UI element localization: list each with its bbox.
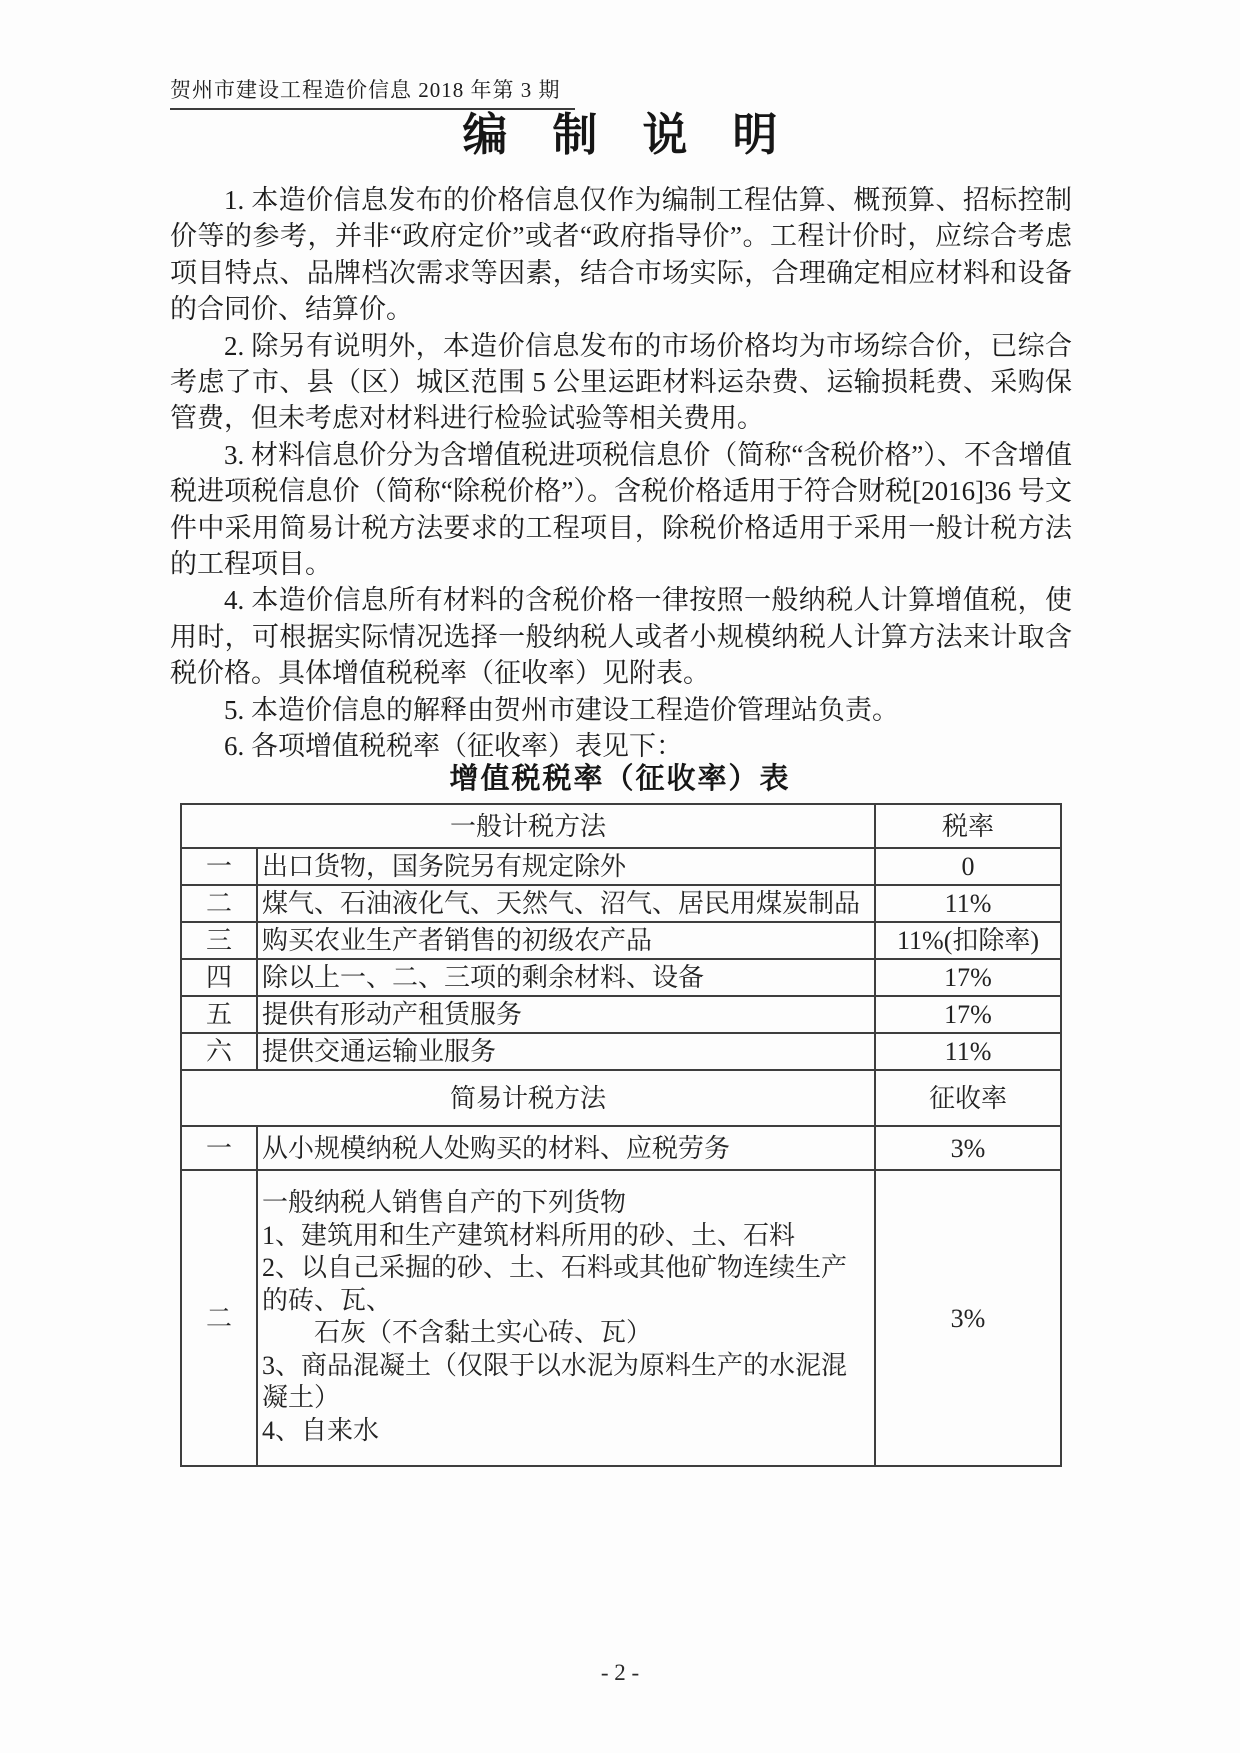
rate-header: 税率 [875,804,1061,848]
row-description: 煤气、石油液化气、天然气、沼气、居民用煤炭制品 [257,885,875,922]
description-line: 2、以自己采掘的砂、土、石料或其他矿物连续生产的砖、瓦、 [262,1253,848,1315]
table-row [181,1126,1061,1170]
table-title: 增值税税率（征收率）表 [449,763,791,795]
row-rate: 17% [875,959,1061,996]
header-text: 贺州市建设工程造价信息 2018 年第 3 期 [170,74,575,110]
table-row [181,922,1061,959]
paragraph-5: 5. 本造价信息的解释由贺州市建设工程造价管理站负责。 [224,694,899,725]
row-rate: 3% [875,1170,1061,1466]
row-description [257,1170,875,1466]
body-paragraphs [170,182,1072,765]
row-description: 购买农业生产者销售的初级农产品 [257,922,875,959]
row-number: 一 [181,848,257,885]
levy-rate-header: 征收率 [875,1070,1061,1126]
table-row [181,885,1061,922]
row-description: 出口货物，国务院另有规定除外 [257,848,875,885]
row-rate: 17% [875,996,1061,1033]
row-rate: 11% [875,885,1061,922]
row-description: 提供交通运输业服务 [257,1033,875,1070]
row-number: 六 [181,1033,257,1070]
table-row [181,959,1061,996]
row-number: 一 [181,1126,257,1170]
table-row [181,1033,1061,1070]
table-row [181,1170,1061,1466]
page-title: 编 制 说 明 [462,110,778,160]
paragraph-4: 4. 本造价信息所有材料的含税价格一律按照一般纳税人计算增值税，使用时，可根据实际情况选择一般纳税人或者小规模纳税人计算方法来计取含税价格。具体增值税税率（征收率）见附表。 [170,585,1072,689]
paragraph-6: 6. 各项增值税税率（征收率）表见下： [224,731,683,762]
page-number: - 2 - [600,1660,640,1685]
row-rate: 0 [875,848,1061,885]
row-rate: 11% [875,1033,1061,1070]
vat-rate-table [180,803,1062,1467]
table-row [181,996,1061,1033]
description-line: 石灰（不含黏土实心砖、瓦） [314,1318,653,1347]
row-number: 五 [181,996,257,1033]
paragraph-2: 2. 除另有说明外，本造价信息发布的市场价格均为市场综合价，已综合考虑了市、县（区）城区范围 5 公里运距材料运杂费、运输损耗费、采购保管费，但未考虑对材料进行检验试验等相关费用。 [170,330,1072,434]
row-number: 二 [181,885,257,922]
row-number: 三 [181,922,257,959]
row-rate: 11%(扣除率) [875,922,1061,959]
row-number: 二 [181,1170,257,1466]
general-method-header-row [181,804,1061,848]
paragraph-1: 1. 本造价信息发布的价格信息仅作为编制工程估算、概预算、招标控制价等的参考，并非“政府定价”或者“政府指导价”。工程计价时，应综合考虑项目特点、品牌档次需求等因素，结合市场实际，合理确定相应材料和设备的合同价、结算价。 [170,185,1072,325]
row-rate: 3% [875,1126,1061,1170]
row-number: 四 [181,959,257,996]
description-line: 一般纳税人销售自产的下列货物 [262,1188,627,1217]
description-line: 4、自来水 [262,1415,380,1445]
row-description: 从小规模纳税人处购买的材料、应税劳务 [257,1126,875,1170]
row-description: 除以上一、二、三项的剩余材料、设备 [257,959,875,996]
simple-method-header: 简易计税方法 [181,1070,875,1126]
description-line: 3、商品混凝土（仅限于以水泥为原料生产的水泥混凝土） [262,1350,848,1412]
simple-method-header-row [181,1070,1061,1126]
general-method-header: 一般计税方法 [181,804,875,848]
row-description: 提供有形动产租赁服务 [257,996,875,1033]
paragraph-3: 3. 材料信息价分为含增值税进项税信息价（简称“含税价格”）、不含增值税进项税信息价（简称“除税价格”）。含税价格适用于符合财税[2016]36 号文件中采用简易计税方法要求的工程项目，除税价格适用于采用一般计税方法的工程项目。 [170,439,1072,580]
description-line: 1、建筑用和生产建筑材料所用的砂、土、石料 [262,1220,796,1250]
table-row [181,848,1061,885]
